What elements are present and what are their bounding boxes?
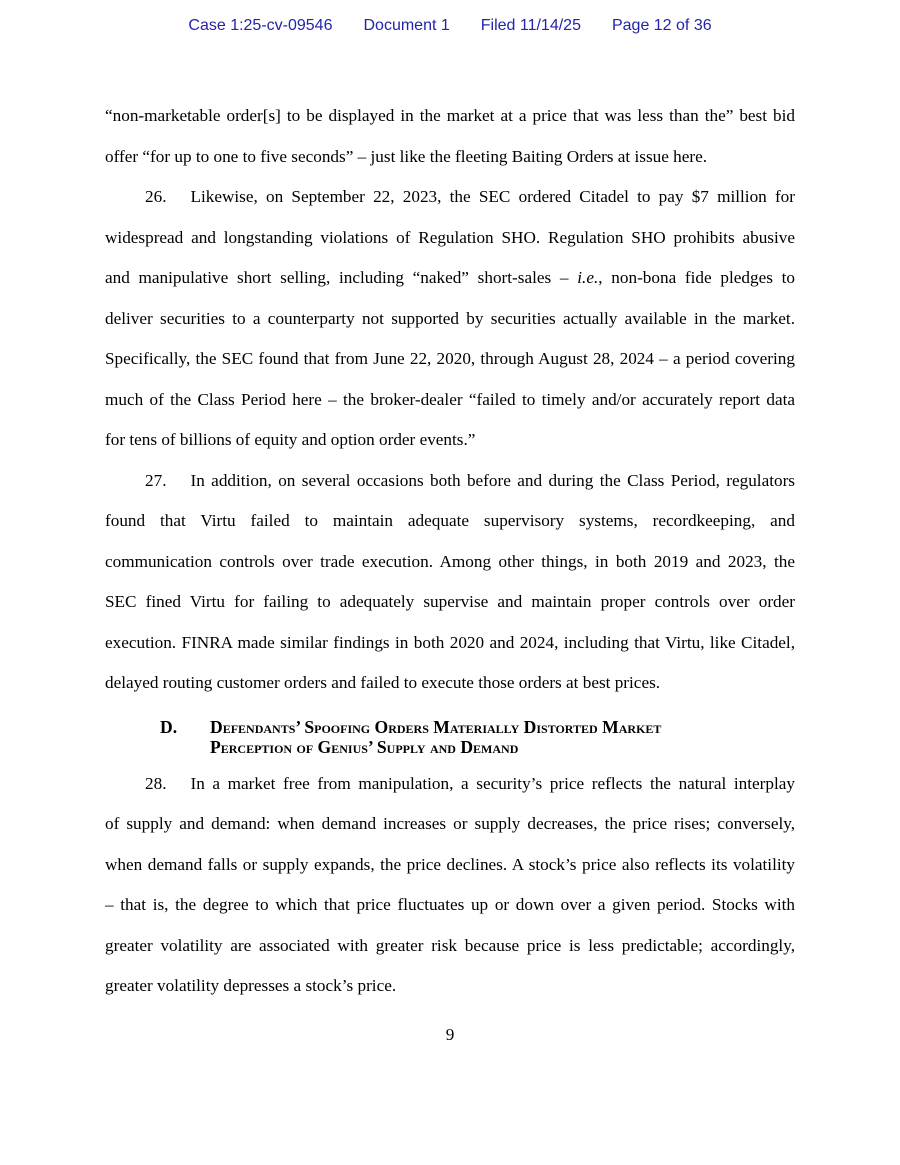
- text-line: [105, 501, 795, 542]
- text-run: delayed routing customer orders and failed to execute those orders at best prices.: [105, 673, 661, 692]
- document-number: Document 1: [363, 17, 450, 34]
- text-run: , non-bona fide pledges to: [598, 268, 795, 287]
- text-line: [105, 764, 795, 805]
- paragraphs-bottom: [105, 764, 795, 1007]
- text-line: [105, 420, 795, 461]
- text-run: greater volatility depresses a stock’s price.: [105, 976, 397, 995]
- document-body: [105, 96, 795, 1007]
- page-number: 9: [445, 1025, 455, 1044]
- text-run: found that Virtu failed to maintain adequate supervisory systems, recordkeeping, and: [105, 511, 795, 530]
- filed-date: Filed 11/14/25: [480, 17, 581, 34]
- text-line: [105, 380, 795, 421]
- text-run: deliver securities to a counterparty not supported by securities actually available in the market.: [105, 308, 795, 328]
- heading-text: [210, 717, 795, 758]
- text-line: [105, 258, 795, 299]
- text-run: greater volatility are associated with greater risk because price is less predictable; accordingly,: [105, 935, 795, 955]
- text-run: for tens of billions of equity and option order events.”: [105, 430, 476, 449]
- text-run: of supply and demand: when demand increases or supply decreases, the price rises; conversely,: [105, 814, 795, 833]
- text-line: [105, 623, 795, 664]
- text-run: Likewise, on September 22, 2023, the SEC ordered Citadel to pay $7 million for: [190, 187, 795, 206]
- heading-label: D.: [160, 716, 178, 737]
- heading-line-2: Perception of Genius’ Supply and Demand: [210, 737, 519, 757]
- text-run: offer “for up to one to five seconds” – just like the fleeting Baiting Orders at issue here.: [105, 146, 708, 166]
- court-header: [0, 17, 900, 35]
- text-line: [105, 926, 795, 967]
- text-run: when demand falls or supply expands, the price declines. A stock’s price also reflects its volatility: [105, 854, 795, 874]
- text-line: [105, 461, 795, 502]
- text-run: execution. FINRA made similar findings in both 2020 and 2024, including that Virtu, like Citadel,: [105, 632, 795, 652]
- text-run: SEC fined Virtu for failing to adequately supervise and maintain proper controls over order: [105, 592, 795, 611]
- text-line: [105, 177, 795, 218]
- text-run: In a market free from manipulation, a security’s price reflects the natural interplay: [190, 773, 795, 793]
- text-line: [105, 96, 795, 137]
- paragraphs-top: [105, 96, 795, 704]
- text-run: and manipulative short selling, including “naked” short-sales –: [105, 268, 578, 287]
- italic-text-run: i.e.: [577, 268, 599, 287]
- text-line: [105, 966, 795, 1007]
- paragraph-number: 28.: [145, 773, 167, 793]
- text-line: [105, 137, 795, 178]
- paragraph-number: 26.: [145, 187, 167, 206]
- text-run: In addition, on several occasions both before and during the Class Period, regulators: [190, 470, 795, 490]
- paragraph-number: 27.: [145, 470, 167, 490]
- text-line: [105, 663, 795, 704]
- text-run: – that is, the degree to which that price fluctuates up or down over a given period. Stocks with: [105, 895, 795, 914]
- text-line: [105, 542, 795, 583]
- text-run: communication controls over trade execution. Among other things, in both 2019 and 2023, the: [105, 551, 795, 571]
- text-run: “non-marketable order[s] to be displayed in the market at a price that was less than the” best bid: [105, 106, 795, 125]
- text-run: much of the Class Period here – the broker-dealer “failed to timely and/or accurately report data: [105, 389, 795, 409]
- text-line: [105, 299, 795, 340]
- text-run: widespread and longstanding violations of Regulation SHO. Regulation SHO prohibits abusive: [105, 227, 795, 247]
- text-line: [105, 339, 795, 380]
- text-run: Specifically, the SEC found that from June 22, 2020, through August 28, 2024 – a period covering: [105, 349, 795, 368]
- text-line: [105, 218, 795, 259]
- page-indicator: Page 12 of 36: [611, 17, 712, 34]
- text-line: [105, 845, 795, 886]
- text-line: [105, 804, 795, 845]
- text-line: [105, 885, 795, 926]
- section-heading: [105, 717, 795, 758]
- case-number: Case 1:25-cv-09546: [188, 17, 333, 34]
- text-line: [105, 582, 795, 623]
- heading-line-1: Defendants’ Spoofing Orders Materially Distorted Market: [210, 716, 662, 737]
